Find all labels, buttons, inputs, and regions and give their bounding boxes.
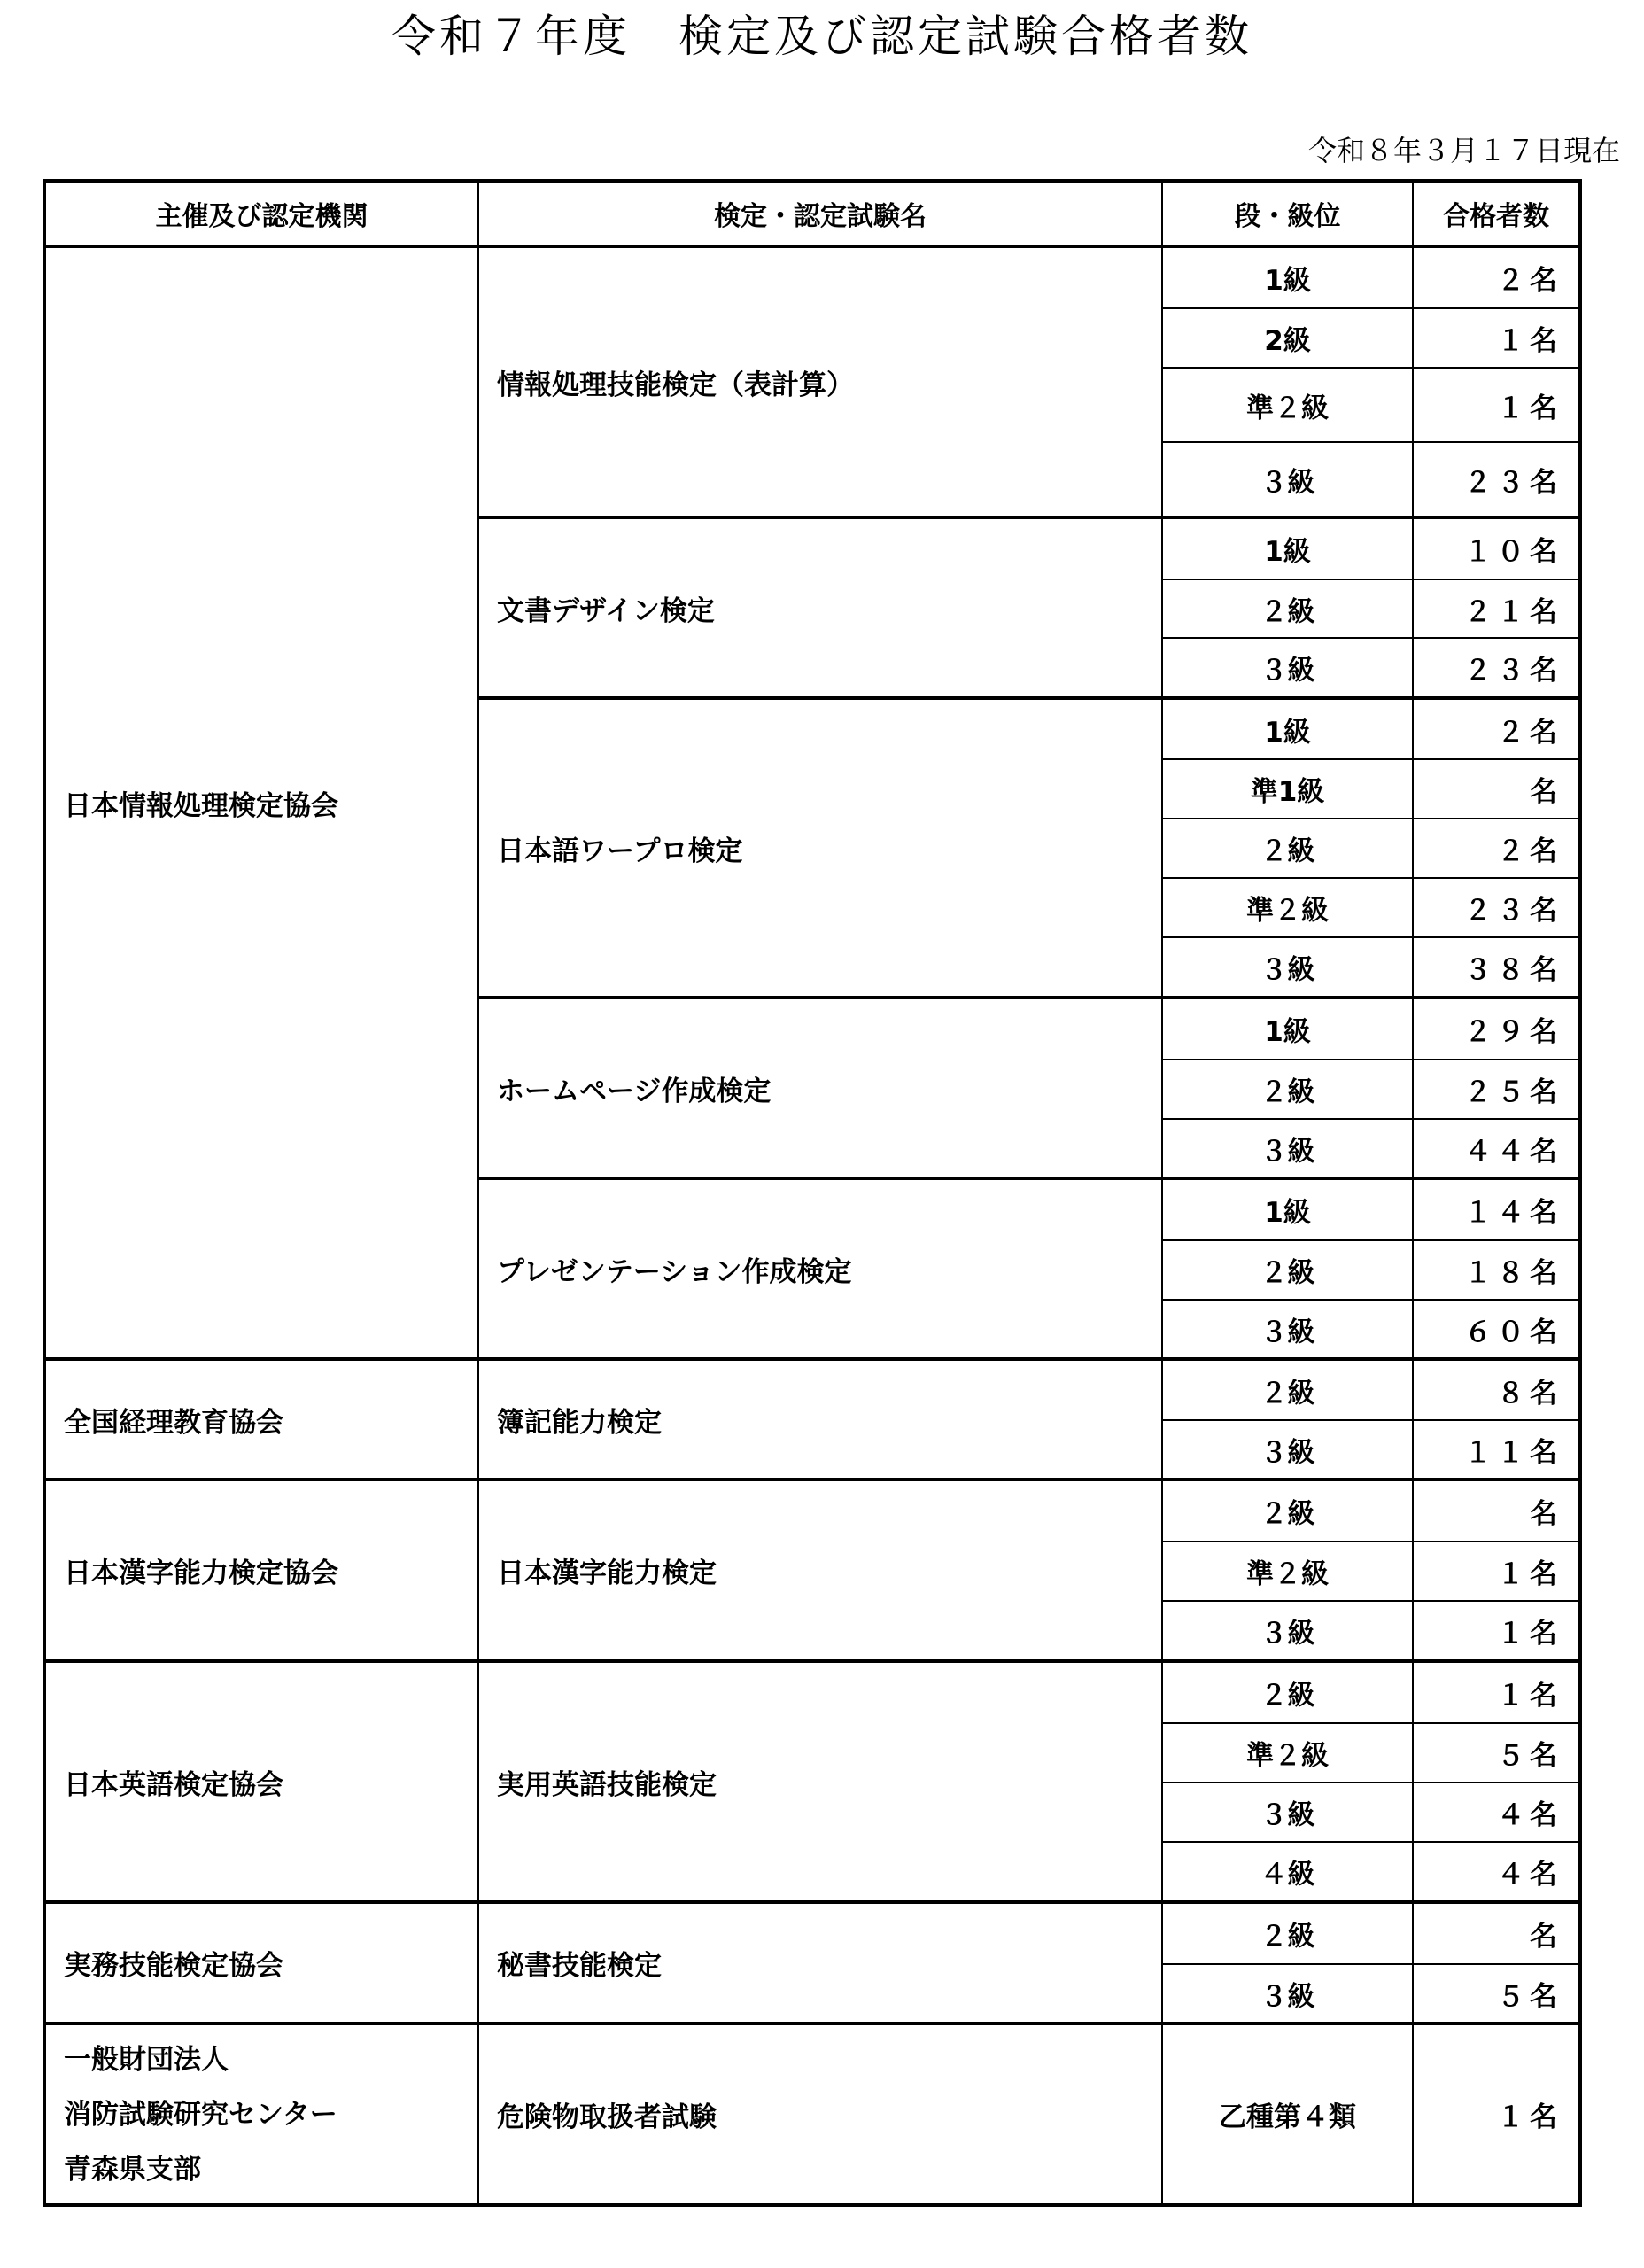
grade-cell: 準1級 — [1162, 759, 1413, 819]
header-pass-count: 合格者数 — [1413, 181, 1580, 246]
pass-count-cell: ２名 — [1413, 698, 1580, 759]
pass-count-cell: １１名 — [1413, 1420, 1580, 1480]
grade-cell: 1級 — [1162, 246, 1413, 308]
as-of-date: 令和８年３月１７日現在 — [1307, 134, 1620, 167]
organization-line: 一般財団法人 — [64, 2043, 229, 2076]
table-row — [44, 1359, 1580, 1420]
pass-count-cell: １名 — [1413, 1601, 1580, 1661]
exam-name-cell: 秘書技能検定 — [478, 1902, 1162, 2023]
pass-count-cell: ６０名 — [1413, 1300, 1580, 1359]
grade-cell: ２級 — [1162, 1902, 1413, 1964]
pass-count-cell: １名 — [1413, 2023, 1580, 2205]
exam-name-cell: 日本漢字能力検定 — [478, 1480, 1162, 1661]
grade-cell: ２級 — [1162, 1240, 1413, 1300]
grade-cell: ３級 — [1162, 1601, 1413, 1661]
pass-count-cell: ２５名 — [1413, 1060, 1580, 1119]
pass-count-cell: ２３名 — [1413, 878, 1580, 937]
pass-count-cell: ４名 — [1413, 1842, 1580, 1902]
pass-count-cell: ３８名 — [1413, 937, 1580, 998]
pass-count-cell: 名 — [1413, 1480, 1580, 1542]
results-table — [43, 179, 1582, 2207]
grade-cell: ２級 — [1162, 1359, 1413, 1420]
grade-cell: 2級 — [1162, 308, 1413, 368]
grade-cell: ３級 — [1162, 1119, 1413, 1178]
pass-count-cell: １名 — [1413, 1661, 1580, 1723]
grade-cell: 1級 — [1162, 698, 1413, 759]
organization-cell: 実務技能検定協会 — [44, 1902, 478, 2023]
table-row — [44, 1902, 1580, 1964]
organization-line: 青森県支部 — [64, 2153, 201, 2186]
grade-cell: 準２級 — [1162, 368, 1413, 442]
pass-count-cell: 名 — [1413, 759, 1580, 819]
header-grade: 段・級位 — [1162, 181, 1413, 246]
organization-cell: 日本英語検定協会 — [44, 1661, 478, 1902]
pass-count-cell: １名 — [1413, 368, 1580, 442]
pass-count-cell: ２名 — [1413, 246, 1580, 308]
grade-cell: ３級 — [1162, 442, 1413, 517]
pass-count-cell: ２１名 — [1413, 579, 1580, 638]
pass-count-cell: ８名 — [1413, 1359, 1580, 1420]
grade-cell: 1級 — [1162, 1178, 1413, 1240]
pass-count-cell: １名 — [1413, 1542, 1580, 1601]
exam-name-cell: 文書デザイン検定 — [478, 517, 1162, 698]
organization-cell: 全国経理教育協会 — [44, 1359, 478, 1480]
table-row — [44, 1480, 1580, 1542]
grade-cell: ２級 — [1162, 1661, 1413, 1723]
pass-count-cell: １０名 — [1413, 517, 1580, 579]
grade-cell: ２級 — [1162, 1060, 1413, 1119]
grade-cell: ３級 — [1162, 1420, 1413, 1480]
exam-name-cell: 実用英語技能検定 — [478, 1661, 1162, 1902]
grade-cell: ３級 — [1162, 937, 1413, 998]
pass-count-cell: ２名 — [1413, 819, 1580, 878]
grade-cell: ２級 — [1162, 1480, 1413, 1542]
grade-cell: 1級 — [1162, 517, 1413, 579]
table-row — [44, 2023, 1580, 2205]
page-title: 令和７年度 検定及び認定試験合格者数 — [392, 11, 1252, 62]
organization-cell: 日本漢字能力検定協会 — [44, 1480, 478, 1661]
pass-count-cell: ２３名 — [1413, 442, 1580, 517]
grade-cell: ３級 — [1162, 638, 1413, 698]
table-row — [44, 246, 1580, 308]
pass-count-cell: ４名 — [1413, 1783, 1580, 1842]
pass-count-cell: １４名 — [1413, 1178, 1580, 1240]
pass-count-cell: １名 — [1413, 308, 1580, 368]
header-exam-name: 検定・認定試験名 — [478, 181, 1162, 246]
pass-count-cell: １８名 — [1413, 1240, 1580, 1300]
pass-count-cell: ４４名 — [1413, 1119, 1580, 1178]
grade-cell: 準２級 — [1162, 1723, 1413, 1783]
grade-cell: ３級 — [1162, 1783, 1413, 1842]
grade-cell: ２級 — [1162, 579, 1413, 638]
exam-name-cell: ホームページ作成検定 — [478, 998, 1162, 1178]
pass-count-cell: ２３名 — [1413, 638, 1580, 698]
grade-cell: 準２級 — [1162, 1542, 1413, 1601]
exam-name-cell: 簿記能力検定 — [478, 1359, 1162, 1480]
organization-cell: 日本情報処理検定協会 — [44, 246, 478, 1359]
grade-cell: ３級 — [1162, 1300, 1413, 1359]
exam-name-cell: 危険物取扱者試験 — [478, 2023, 1162, 2205]
pass-count-cell: ５名 — [1413, 1964, 1580, 2023]
pass-count-cell: 名 — [1413, 1902, 1580, 1964]
grade-cell: 1級 — [1162, 998, 1413, 1060]
grade-cell: ４級 — [1162, 1842, 1413, 1902]
pass-count-cell: ５名 — [1413, 1723, 1580, 1783]
table-header-row — [44, 181, 1580, 246]
grade-cell: ２級 — [1162, 819, 1413, 878]
organization-cell — [44, 2023, 478, 2205]
pass-count-cell: ２９名 — [1413, 998, 1580, 1060]
exam-name-cell: 日本語ワープロ検定 — [478, 698, 1162, 998]
organization-line: 消防試験研究センター — [64, 2098, 337, 2131]
exam-name-cell: プレゼンテーション作成検定 — [478, 1178, 1162, 1359]
grade-cell: 準２級 — [1162, 878, 1413, 937]
exam-name-cell: 情報処理技能検定（表計算） — [478, 246, 1162, 517]
grade-cell: ３級 — [1162, 1964, 1413, 2023]
header-organization: 主催及び認定機関 — [44, 181, 478, 246]
table-row — [44, 1661, 1580, 1723]
grade-cell: 乙種第４類 — [1162, 2023, 1413, 2205]
